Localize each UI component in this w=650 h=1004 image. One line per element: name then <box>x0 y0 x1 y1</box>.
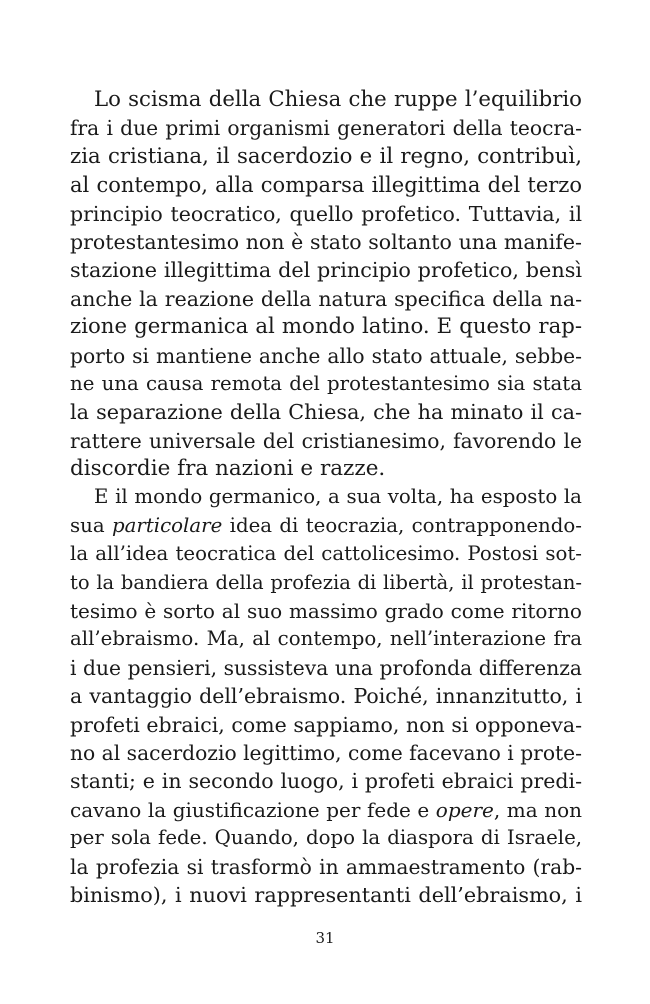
text-line: cavano la giustificazione per fede e opere, ma non <box>70 797 583 822</box>
text-line: Lo scisma della Chiesa che ruppe l’equilibrio <box>94 87 582 112</box>
page-number: 31 <box>315 929 335 947</box>
text-line: no al sacerdozio legittimo, come facevano i prote- <box>70 740 582 765</box>
paragraph-2 <box>70 483 582 909</box>
text-line: porto si mantiene anche allo stato attuale, sebbe- <box>70 343 582 368</box>
text-line: ne una causa remota del protestantesimo sia stata <box>70 371 583 395</box>
text-line: stanti; e in secondo luogo, i profeti ebraici predi- <box>70 769 583 794</box>
text-line: la separazione della Chiesa, che ha minato il ca- <box>70 400 582 425</box>
text-line: principio teocratico, quello profetico. Tuttavia, il <box>70 201 583 226</box>
text-line: per sola fede. Quando, dopo la diaspora di Israele, <box>70 826 583 850</box>
text-line: protestantesimo non è stato soltanto una manife- <box>70 229 582 254</box>
text-line: tesimo è sorto al suo massimo grado come ritorno <box>70 599 582 624</box>
text-line: to la bandiera della profezia di libertà, il protestan- <box>70 570 582 594</box>
text-line: discordie fra nazioni e razze. <box>70 456 386 482</box>
text-line: all’ebraismo. Ma, al contempo, nell’interazione fra <box>70 627 582 651</box>
text-line: anche la reazione della natura specifica della na- <box>70 286 583 311</box>
text-line: al contempo, alla comparsa illegittima del terzo <box>70 173 582 198</box>
text-line: rattere universale del cristianesimo, favorendo le <box>70 428 582 453</box>
body-text <box>70 86 582 909</box>
text-line: zia cristiana, il sacerdozio e il regno, contribuì, <box>70 143 582 169</box>
text-line: binismo), i nuovi rappresentanti dell’ebraismo, i <box>70 882 582 907</box>
text-line: la profezia si trasformò in ammaestramento (rab- <box>70 854 583 879</box>
text-line: fra i due primi organismi generatori della teocra- <box>70 116 583 141</box>
text-line: zione germanica al mondo latino. E questo rap- <box>70 314 583 340</box>
text-line: stazione illegittima del principio profetico, bensì <box>70 258 582 283</box>
text-line: i due pensieri, sussisteva una profonda differenza <box>70 655 582 680</box>
text-line: a vantaggio dell’ebraismo. Poiché, innanzitutto, i <box>70 684 583 709</box>
text-line: E il mondo germanico, a sua volta, ha esposto la <box>94 485 582 509</box>
text-line: la all’idea teocratica del cattolicesimo. Postosi sot- <box>70 542 582 566</box>
text-line: sua particolare idea di teocrazia, contrapponendo- <box>70 513 582 537</box>
text-line: profeti ebraici, come sappiamo, non si opponeva- <box>70 712 583 737</box>
italic-word: opere <box>435 797 494 822</box>
paragraph-1 <box>70 86 582 483</box>
italic-word: particolare <box>111 513 223 537</box>
